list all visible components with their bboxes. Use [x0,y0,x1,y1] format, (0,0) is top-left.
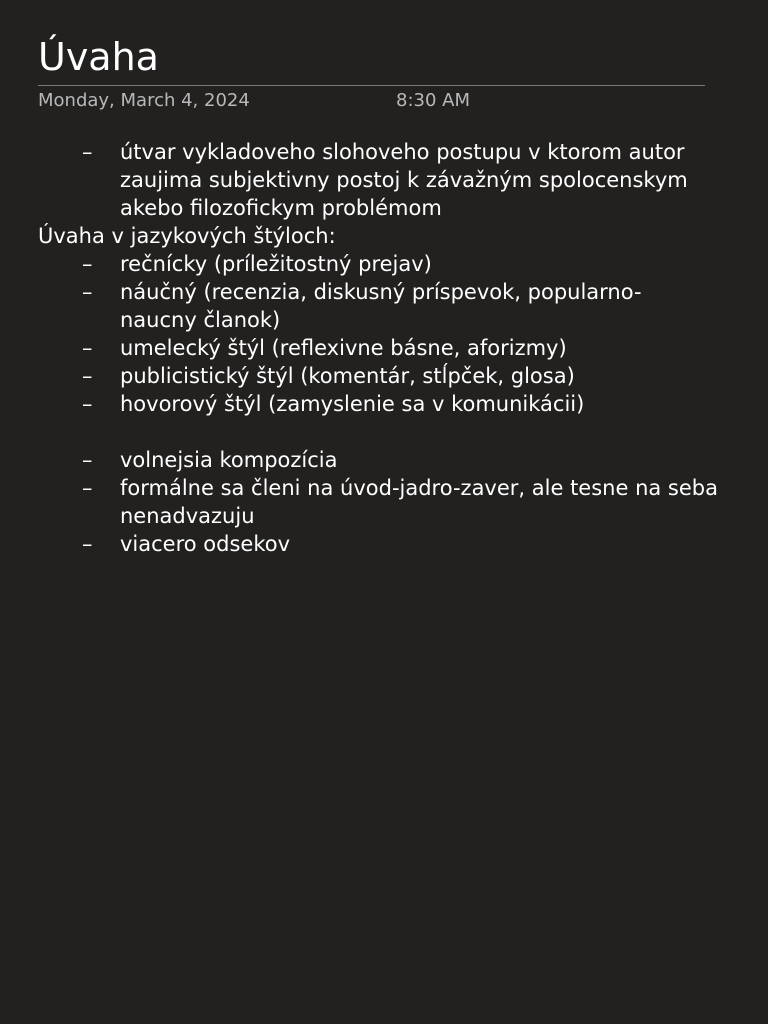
list-item-text: rečnícky (príležitostný prejav) [120,252,432,276]
dash-bullet: – [82,140,93,164]
list-item [38,362,718,390]
list-item-text: útvar vykladoveho slohoveho postupu v ktorom autor zaujima subjektivny postoj k závažným spolocenskym akebo filozofickym problémom [120,140,688,220]
list-item-text: hovorový štýl (zamyslenie sa v komunikácii) [120,392,585,416]
intro-list [38,138,718,222]
list-item [38,530,718,558]
note-body[interactable] [38,138,718,558]
page-time: 8:30 AM [396,90,470,111]
page-title[interactable]: Úvaha [38,35,159,79]
list-item [38,250,718,278]
dash-bullet: – [82,252,93,276]
list-item-text: náučný (recenzia, diskusný príspevok, popularno-naucny članok) [120,280,642,332]
dash-bullet: – [82,392,93,416]
dash-bullet: – [82,448,93,472]
dash-bullet: – [82,336,93,360]
blank-line [38,418,718,446]
page-date: Monday, March 4, 2024 [38,90,250,111]
dash-bullet: – [82,364,93,388]
dash-bullet: – [82,280,93,304]
title-divider [38,85,705,86]
dash-bullet: – [82,532,93,556]
list-item-text: umelecký štýl (reflexivne básne, aforizmy) [120,336,567,360]
dash-bullet: – [82,476,93,500]
composition-list [38,446,718,558]
list-item-text: publicistický štýl (komentár, stĺpček, glosa) [120,364,575,388]
list-item [38,334,718,362]
list-item-text: viacero odsekov [120,532,291,556]
list-item [38,446,718,474]
list-item [38,390,718,418]
list-item [38,474,718,530]
list-item-text: formálne sa členi na úvod-jadro-zaver, ale tesne na seba nenadvazuju [120,476,718,528]
list-item [38,278,718,334]
style-list [38,250,718,418]
list-item [38,138,718,222]
section-heading: Úvaha v jazykových štýloch: [38,224,336,248]
list-item-text: volnejsia kompozícia [120,448,338,472]
